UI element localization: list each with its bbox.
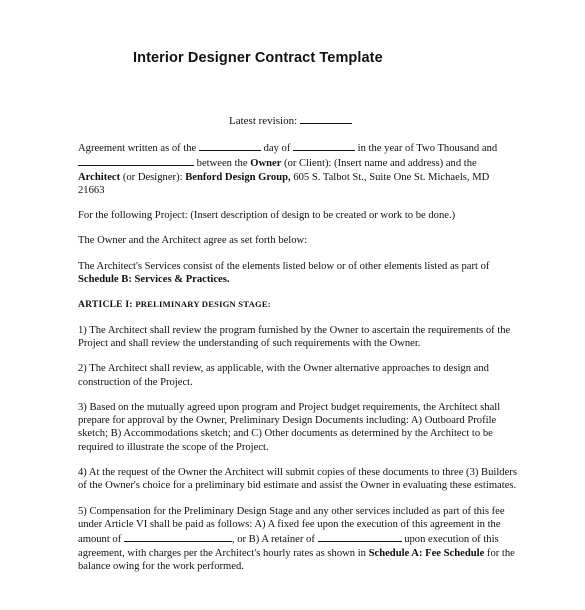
agreement-text-1: Agreement written as of the — [78, 143, 197, 154]
agreement-text-6: (or Designer): — [122, 171, 183, 183]
day-blank[interactable] — [293, 140, 355, 151]
agreement-text-5: (or Client): (Insert name and address) and the — [284, 158, 477, 170]
item-5 — [78, 505, 518, 573]
item-2: 2) The Architect shall review, as applicable, with the Owner alternative approaches to design and construction of the Project. — [78, 363, 489, 388]
item-5-text-d: for the balance owing for the work performed. — [78, 547, 515, 572]
article-label: ARTICLE I: — [78, 299, 133, 311]
date-blank[interactable] — [199, 140, 261, 151]
revision-label: Latest revision: — [229, 115, 298, 127]
services-text: The Architect's Services consist of the elements listed below or of other elements listed as part of — [78, 260, 490, 272]
schedule-b-reference: Schedule B: Services & Practices. — [78, 274, 230, 286]
owner-term: Owner — [250, 158, 282, 170]
architect-term: Architect — [78, 171, 121, 183]
item-1: 1) The Architect shall review the program furnished by the Owner to ascertain the requirements of the Project and shall review the understanding of such requirements with the Owner. — [78, 324, 511, 349]
latest-revision-line — [229, 113, 352, 127]
item-3: 3) Based on the mutually agreed upon program and Project budget requirements, the Architect shall prepare for approval by the Owner, Preliminary Design Documents including: A) Outboard Profile sketch; B) Accommodations sketch; and C) Other documents as determined by the Architect to be required to illustrate the scope of the Project. — [78, 401, 501, 453]
agreement-text-3: in the year of Two Thousand and — [357, 143, 498, 154]
year-blank[interactable] — [78, 155, 194, 166]
item-5-text-b: , or B) A retainer of — [231, 534, 315, 546]
project-paragraph: For the following Project: (Insert description of design to be created or work to be done.) — [78, 210, 456, 222]
article-title: PRELIMINARY DESIGN STAGE: — [135, 299, 271, 310]
retainer-blank[interactable] — [318, 531, 402, 542]
article-heading — [78, 298, 518, 311]
agreement-text-4: between the — [196, 158, 248, 170]
document-body — [78, 140, 518, 585]
agreement-text-2: day of — [263, 143, 291, 154]
fee-schedule-reference: Fee Schedule — [425, 547, 485, 559]
document-title: Interior Designer Contract Template — [133, 50, 383, 66]
agreement-paragraph — [78, 140, 518, 197]
item-5-text-c: upon execution of this agreement, with charges per the Architect's hourly rates as shown in — [78, 534, 499, 559]
revision-blank[interactable] — [300, 113, 352, 124]
item-5-text-a: 5) Compensation for the Preliminary Design Stage and any other services included as part of this fee under Article VI shall be paid as follows: A) A fixed fee upon the execution of this agreement in the amount of — [78, 505, 505, 546]
fixed-fee-blank[interactable] — [124, 531, 232, 542]
agree-paragraph: The Owner and the Architect agree as set forth below: — [78, 235, 308, 247]
item-4: 4) At the request of the Owner the Architect will submit copies of these documents to three (3) Builders of the Owner's choice for a preliminary bid estimate and assist the Owner in evaluating these estimates. — [78, 467, 517, 492]
firm-name: Benford Design Group, — [185, 171, 291, 183]
services-paragraph — [78, 260, 518, 287]
schedule-a-reference: Schedule A: — [368, 547, 423, 559]
firm-address: 605 S. Talbot St., Suite One St. Michaels, MD 21663 — [78, 171, 490, 196]
